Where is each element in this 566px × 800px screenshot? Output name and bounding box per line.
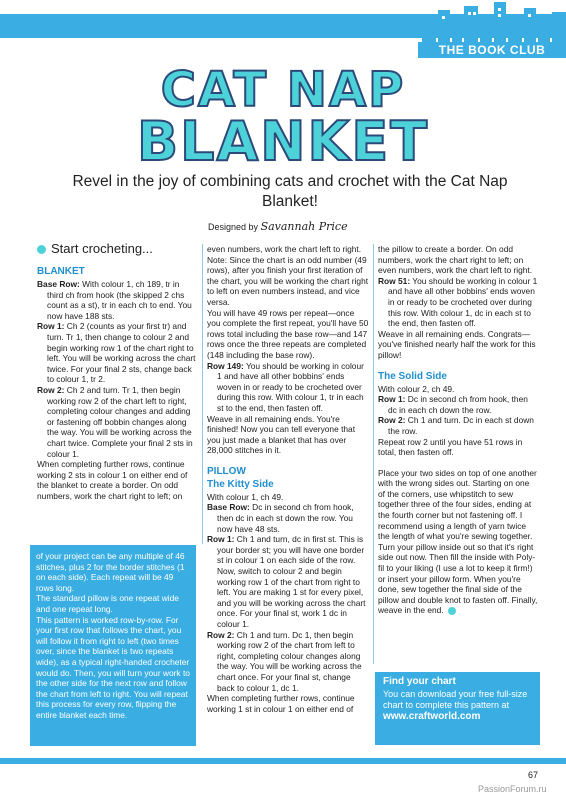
info-box-text xyxy=(36,551,192,721)
byline-prefix: Designed by xyxy=(208,222,259,232)
instruction-row: Base Row: Dc in second ch from hook, then dc in each st down the row. You now have 48 sts. xyxy=(207,502,354,534)
instruction-row: Row 1: Ch 1 and turn, dc in first st. This is your border st; you will have one border st in colour 1 on each side of the row. Now, switch to colour 2 and begin working row 1 of the chart from right to left. You are making 1 st for every pixel, and you will be working across the chart once. For your final st, work 1 dc in colour 1. xyxy=(207,534,366,629)
bullet-dot-icon xyxy=(37,245,46,254)
paragraph: The standard pillow is one repeat wide and one repeat long. xyxy=(36,593,179,614)
paragraph: Place your two sides on top of one another with the wrong sides out. Starting on one of the corners, use whipstitch to sew together three of the four sides, ending at the fourth corner but not fastening off. I recommend using a length of yarn twice the length of what you're sewing together. Turn your pillow inside out so that it's right side out now. Then fill the inside with Poly-fil to your liking (I use a lot to keep it firm!) or insert your pillow form. When you're done, sew together the final side of the pillow and double knot to fasten off. Finally, weave in the end. xyxy=(378,467,538,616)
pillow-heading: PILLOW xyxy=(207,465,246,477)
info-box xyxy=(30,545,196,746)
paragraph: the pillow to create a border. On odd numbers, work the chart right to left; on even numbers, work the chart left to right. xyxy=(378,244,533,276)
column-divider xyxy=(373,244,374,664)
start-heading xyxy=(37,241,153,256)
instruction-row: Row 51: You should be working in colour 1 and have all other bobbins' ends woven in or ready to be crocheted over during this row. With colour 1, dc in each st to the end, then fasten off. xyxy=(378,275,538,329)
instruction-row: Row 149: You should be working in colour 1 and have all other bobbins' ends woven in or ready to be crocheted over during this row. With colour 1, tr in each st to the end, then fasten off. xyxy=(207,360,364,413)
instruction-row: Row 2: Ch 1 and turn. Dc 1, then begin working row 2 of the chart from left to right, completing colour changes along the way. You will be working across the chart once. For your final st, change back to colour 1, dc 1. xyxy=(207,629,362,693)
byline xyxy=(208,220,448,233)
instruction-row: Row 1: Ch 2 (counts as your first tr) and turn. Tr 1, then change to colour 2 and begin working row 1 of the chart right to left. You will be working across the chart twice. For your final 2 sts, change back to colour 1, tr 2. xyxy=(37,321,196,385)
paragraph: This pattern is worked row-by-row. For your first row that follows the chart, you will follow it from right to left (two times over, since the blanket is two repeats wide), as a typical right-handed crocheter would do. Then, you will turn your work to the other side for the next row and follow the chart from left to right. You will repeat this process for every row, flipping the entire blanket each time. xyxy=(36,614,190,720)
subtitle: Revel in the joy of combining cats and crochet with the Cat Nap Blanket! xyxy=(72,173,508,210)
paragraph: When completing further rows, continue working 1 st in colour 1 on either end of xyxy=(207,693,355,714)
designer-name: Savannah Price xyxy=(260,220,348,233)
paragraph: even numbers, work the chart left to right. Note: Since the chart is an odd number (49 rows), after you finish your first iteration of the chart, you will be working the chart right to left on even numbers instead, and vice versa. xyxy=(207,244,369,307)
kitty-side-heading: The Kitty Side xyxy=(207,478,274,490)
title-line-2: BLANKET xyxy=(136,110,430,173)
paragraph: When completing further rows, continue working 2 sts in colour 1 on either end of the blanket to create a border. On odd numbers, work the chart right to left; on xyxy=(37,459,188,501)
column-1 xyxy=(37,262,197,501)
instruction-row: Row 1: Dc in second ch from hook, then dc in each ch down the row. xyxy=(378,394,528,415)
instruction-row: Base Row: With colour 1, ch 189, tr in third ch from hook (the skipped 2 chs count as a st), tr in each ch to end. You now have 188 sts. xyxy=(37,279,192,321)
column-3 xyxy=(378,244,538,616)
start-heading-text: Start crocheting... xyxy=(51,241,153,256)
section-label: THE BOOK CLUB xyxy=(418,42,566,58)
paragraph: Repeat row 2 until you have 51 rows in total, then fasten off. xyxy=(378,436,523,458)
find-chart-text: You can download your free full-size chart to complete this pattern at www.craftworld.com xyxy=(383,689,528,722)
paragraph: of your project can be any multiple of 46 stitches, plus 2 for the border stitches (1 on each side). Each repeat will be 49 rows long. xyxy=(36,551,185,593)
paragraph: With colour 1, ch 49. xyxy=(207,491,284,502)
download-link[interactable]: www.craftworld.com xyxy=(383,711,481,722)
paragraph: Weave in all remaining ends. You're finished! Now you can tell everyone that you just made a blanket that has over 28,000 stitches in it. xyxy=(207,413,356,456)
footer-band xyxy=(0,758,566,764)
watermark: PassionForum.ru xyxy=(478,784,547,794)
page-number: 67 xyxy=(528,770,539,780)
find-chart-box xyxy=(375,672,540,745)
paragraph: Weave in all remaining ends. Congrats—you've finished nearly half the work for this pillow! xyxy=(378,328,536,360)
paragraph: You will have 49 rows per repeat—once you complete the first repeat, you'll have 50 rows total including the base row—and 147 rows once the three repeats are completed (148 including the base row). xyxy=(207,307,369,360)
instruction-row: Row 2: Ch 1 and turn. Dc in each st down the row. xyxy=(378,415,534,436)
instruction-row: Row 2: Ch 2 and turn. Tr 1, then begin working row 2 of the chart left to right, completing colour changes and adding or fastening off bobbin changes along the way. You will be working across the chart twice. Complete your final 2 sts in colour 1. xyxy=(37,384,193,459)
column-2 xyxy=(207,244,369,714)
column-divider xyxy=(202,244,203,544)
paragraph: With colour 2, ch 49. xyxy=(378,383,455,394)
blanket-heading: BLANKET xyxy=(37,266,85,277)
find-chart-heading: Find your chart xyxy=(383,676,456,687)
title-line-1: CAT NAP xyxy=(160,62,406,118)
end-mark-icon xyxy=(448,607,456,615)
solid-side-heading: The Solid Side xyxy=(378,370,447,382)
